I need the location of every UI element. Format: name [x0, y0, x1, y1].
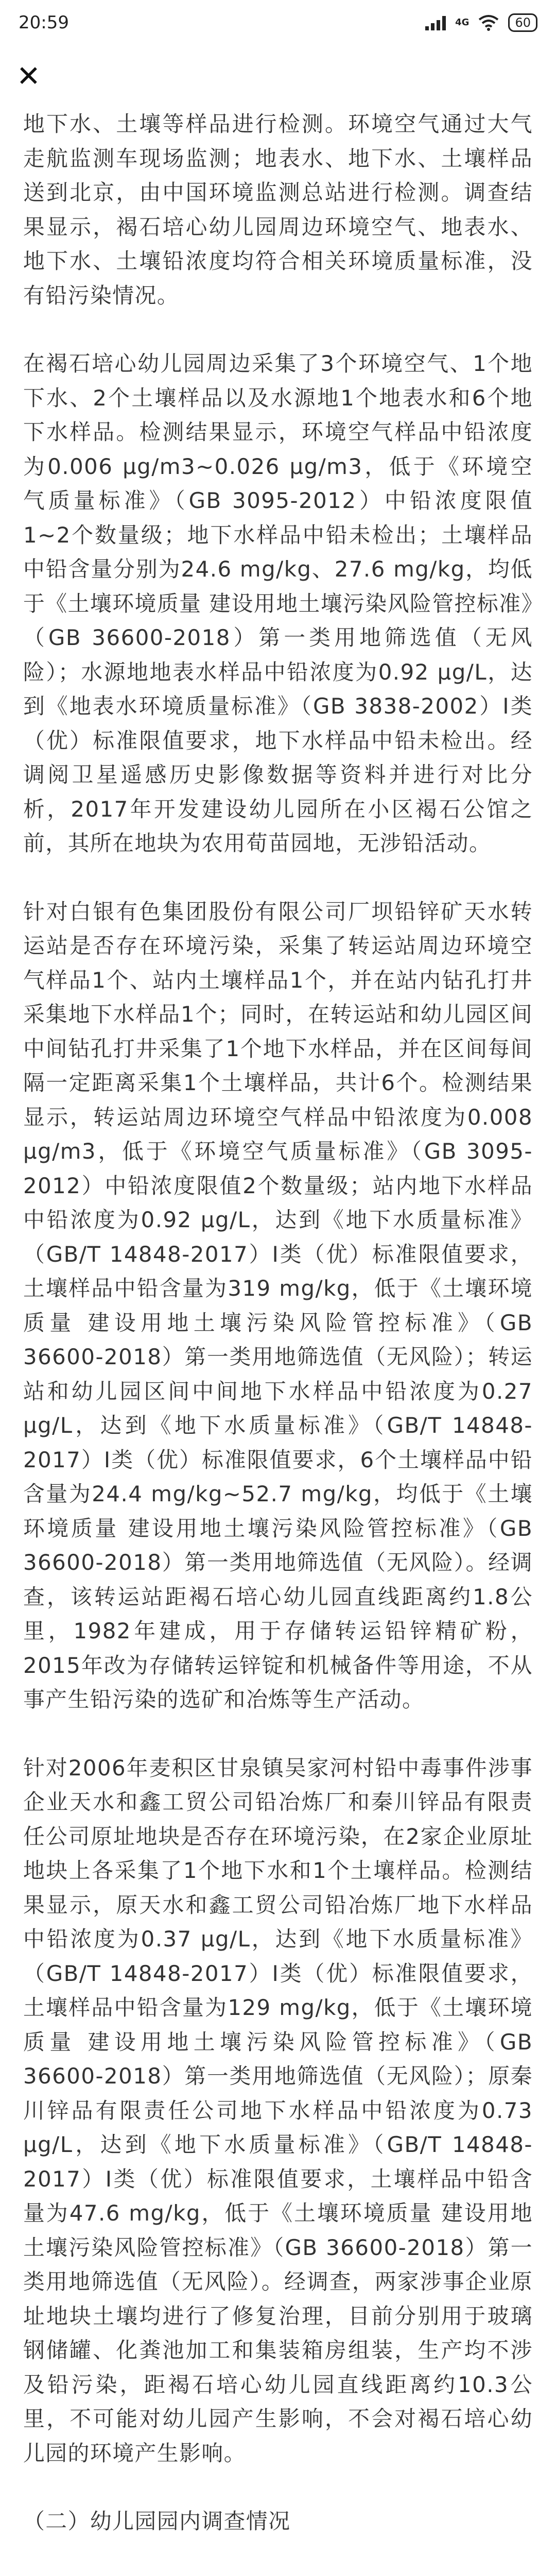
close-icon[interactable]: ✕	[16, 59, 41, 93]
article-body	[23, 107, 533, 2576]
wifi-icon	[478, 14, 499, 31]
top-nav	[0, 45, 556, 107]
clock: 20:59	[19, 12, 69, 33]
section-heading: （二）幼儿园园内调查情况	[23, 2509, 291, 2534]
paragraph-3: 针对白银有色集团股份有限公司厂坝铅锌矿天水转运站是否存在环境污染，采集了转运站周边环境空气样品1个、站内土壤样品1个，并在站内钻孔打井采集地下水样品1个；同时，在转运站和幼儿园区间中间钻孔打井采集了1个地下水样品，并在区间每间隔一定距离采集1个土壤样品，共计6个。检测结果显示，转运站周边环境空气样品中铅浓度为0.008 μg/m3，低于《环境空气质量标准》（GB 3095-2012）中铅浓度限值2个数量级；站内地下水样品中铅浓度为0.92 μg/L，达到《地下水质量标准》（GB/T 14848-2017）Ⅰ类（优）标准限值要求，土壤样品中铅含量为319 mg/kg，低于《土壤环境质量 建设用地土壤污染风险管控标准》（GB 36600-2018）第一类用地筛选值（无风险）；转运站和幼儿园区间中间地下水样品中铅浓度为0.27 μg/L，达到《地下水质量标准》（GB/T 14848-2017）Ⅰ类（优）标准限值要求，6个土壤样品中铅含量为24.4 mg/kg~52.7 mg/kg，均低于《土壤环境质量 建设用地土壤污染风险管控标准》（GB 36600-2018）第一类用地筛选值（无风险）。经调查，该转运站距褐石培心幼儿园直线距离约1.8公里，1982年建成，用于存储转运铅锌精矿粉，2015年改为存储转运锌锭和机械备件等用途，不从事产生铅污染的选矿和冶炼等生产活动。	[23, 899, 533, 1712]
battery-icon: 60	[508, 13, 537, 32]
paragraph-1: 地下水、土壤等样品进行检测。环境空气通过大气走航监测车现场监测；地表水、地下水、土壤样品送到北京，由中国环境监测总站进行检测。调查结果显示，褐石培心幼儿园周边环境空气、地表水、地下水、土壤铅浓度均符合相关环境质量标准，没有铅污染情况。	[23, 111, 533, 308]
status-bar	[0, 0, 556, 45]
signal-icon	[425, 15, 446, 30]
network-type: 4G	[455, 17, 470, 28]
paragraph-2: 在褐石培心幼儿园周边采集了3个环境空气、1个地下水、2个土壤样品以及水源地1个地表水和6个地下水样品。检测结果显示，环境空气样品中铅浓度为0.006 μg/m3~0.026 μg/m3，低于《环境空气质量标准》（GB 3095-2012）中铅浓度限值1~2个数量级；地下水样品中铅未检出；土壤样品中铅含量分别为24.6 mg/kg、27.6 mg/kg，均低于《土壤环境质量 建设用地土壤污染风险管控标准》（GB 36600-2018）第一类用地筛选值（无风险）；水源地地表水样品中铅浓度为0.92 μg/L，达到《地表水环境质量标准》（GB 3838-2002）Ⅰ类（优）标准限值要求，地下水样品中铅未检出。经调阅卫星遥感历史影像数据等资料并进行对比分析，2017年开发建设幼儿园所在小区褐石公馆之前，其所在地块为农用荀苗园地，无涉铅活动。	[23, 351, 533, 856]
paragraph-4: 针对2006年麦积区甘泉镇吴家河村铅中毒事件涉事企业天水和鑫工贸公司铅冶炼厂和秦川锌品有限责任公司原址地块是否存在环境污染，在2家企业原址地块上各采集了1个地下水和1个土壤样品。检测结果显示，原天水和鑫工贸公司铅冶炼厂地下水样品中铅浓度为0.37 μg/L，达到《地下水质量标准》（GB/T 14848-2017）Ⅰ类（优）标准限值要求，土壤样品中铅含量为129 mg/kg，低于《土壤环境质量 建设用地土壤污染风险管控标准》（GB 36600-2018）第一类用地筛选值（无风险）；原秦川锌品有限责任公司地下水样品中铅浓度为0.73 μg/L，达到《地下水质量标准》（GB/T 14848-2017）Ⅰ类（优）标准限值要求，土壤样品中铅含量为47.6 mg/kg，低于《土壤环境质量 建设用地土壤污染风险管控标准》（GB 36600-2018）第一类用地筛选值（无风险）。经调查，两家涉事企业原址地块土壤均进行了修复治理，目前分别用于玻璃钢储罐、化粪池加工和集装箱房组装，生产均不涉及铅污染，距褐石培心幼儿园直线距离约10.3公里，不可能对幼儿园产生影响，不会对褐石培心幼儿园的环境产生影响。	[23, 1755, 533, 2466]
paragraph-5	[23, 2573, 533, 2576]
status-icons	[425, 13, 537, 32]
